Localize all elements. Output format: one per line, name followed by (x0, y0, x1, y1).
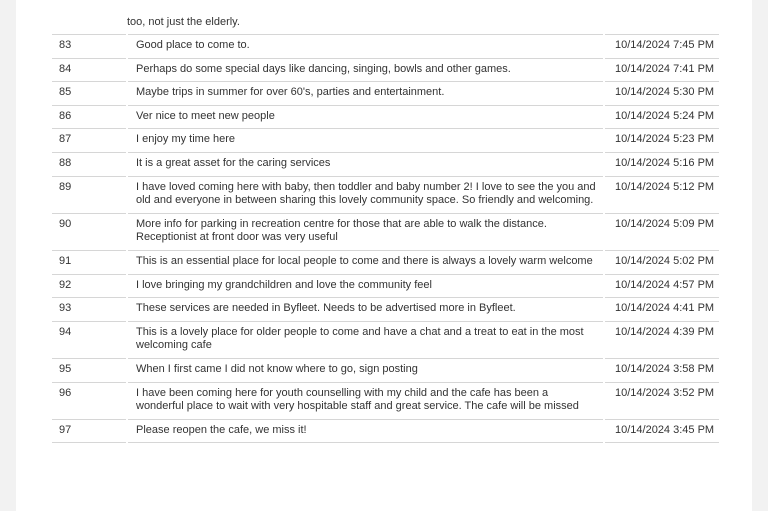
response-text: More info for parking in recreation centre for those that are able to walk the distance. Receptionist at front door was very useful (127, 213, 604, 250)
table-row (52, 35, 719, 59)
table-row (52, 129, 719, 153)
response-date: 10/14/2024 5:16 PM (604, 152, 719, 176)
response-date: 10/14/2024 3:45 PM (604, 419, 719, 443)
table-row (52, 105, 719, 129)
response-text: Perhaps do some special days like dancing, singing, bowls and other games. (127, 58, 604, 82)
response-number: 90 (52, 213, 127, 250)
response-text: Please reopen the cafe, we miss it! (127, 419, 604, 443)
table-row (52, 152, 719, 176)
table-row (52, 274, 719, 298)
response-date: 10/14/2024 7:45 PM (604, 35, 719, 59)
response-date: 10/14/2024 4:39 PM (604, 321, 719, 358)
response-date: 10/14/2024 3:58 PM (604, 358, 719, 382)
response-date: 10/14/2024 5:30 PM (604, 82, 719, 106)
response-number: 89 (52, 176, 127, 213)
response-number: 95 (52, 358, 127, 382)
responses-table (52, 34, 719, 443)
response-text: I love bringing my grandchildren and love the community feel (127, 274, 604, 298)
table-row (52, 213, 719, 250)
response-text: I enjoy my time here (127, 129, 604, 153)
response-text: I have been coming here for youth counselling with my child and the cafe has been a wonderful place to wait with very hospitable staff and great service. The cafe will be missed (127, 382, 604, 419)
response-number: 96 (52, 382, 127, 419)
response-number: 92 (52, 274, 127, 298)
response-date: 10/14/2024 4:41 PM (604, 298, 719, 322)
response-number: 93 (52, 298, 127, 322)
responses-table-body (52, 35, 719, 443)
response-number: 86 (52, 105, 127, 129)
response-text: When I first came I did not know where to go, sign posting (127, 358, 604, 382)
document-page (16, 0, 752, 511)
response-number: 91 (52, 250, 127, 274)
response-text: This is an essential place for local people to come and there is always a lovely warm welcome (127, 250, 604, 274)
response-date: 10/14/2024 4:57 PM (604, 274, 719, 298)
table-row (52, 382, 719, 419)
response-text: It is a great asset for the caring services (127, 152, 604, 176)
response-number: 88 (52, 152, 127, 176)
table-row (52, 419, 719, 443)
table-row (52, 250, 719, 274)
response-text: I have loved coming here with baby, then toddler and baby number 2! I love to see the you and old and everyone in between sharing this lovely community space. So friendly and welcoming. (127, 176, 604, 213)
continued-response-text: too, not just the elderly. (127, 16, 240, 28)
response-number: 97 (52, 419, 127, 443)
response-number: 94 (52, 321, 127, 358)
response-date: 10/14/2024 5:23 PM (604, 129, 719, 153)
response-number: 85 (52, 82, 127, 106)
table-row (52, 298, 719, 322)
response-number: 87 (52, 129, 127, 153)
response-number: 83 (52, 35, 127, 59)
response-text: Ver nice to meet new people (127, 105, 604, 129)
table-row (52, 358, 719, 382)
response-text: Good place to come to. (127, 35, 604, 59)
response-date: 10/14/2024 5:24 PM (604, 105, 719, 129)
response-date: 10/14/2024 5:09 PM (604, 213, 719, 250)
response-date: 10/14/2024 3:52 PM (604, 382, 719, 419)
table-row (52, 176, 719, 213)
response-date: 10/14/2024 5:12 PM (604, 176, 719, 213)
response-date: 10/14/2024 7:41 PM (604, 58, 719, 82)
response-text: These services are needed in Byfleet. Needs to be advertised more in Byfleet. (127, 298, 604, 322)
response-text: Maybe trips in summer for over 60's, parties and entertainment. (127, 82, 604, 106)
response-number: 84 (52, 58, 127, 82)
table-row (52, 321, 719, 358)
table-row (52, 58, 719, 82)
table-row (52, 82, 719, 106)
response-text: This is a lovely place for older people to come and have a chat and a treat to eat in the most welcoming cafe (127, 321, 604, 358)
response-date: 10/14/2024 5:02 PM (604, 250, 719, 274)
